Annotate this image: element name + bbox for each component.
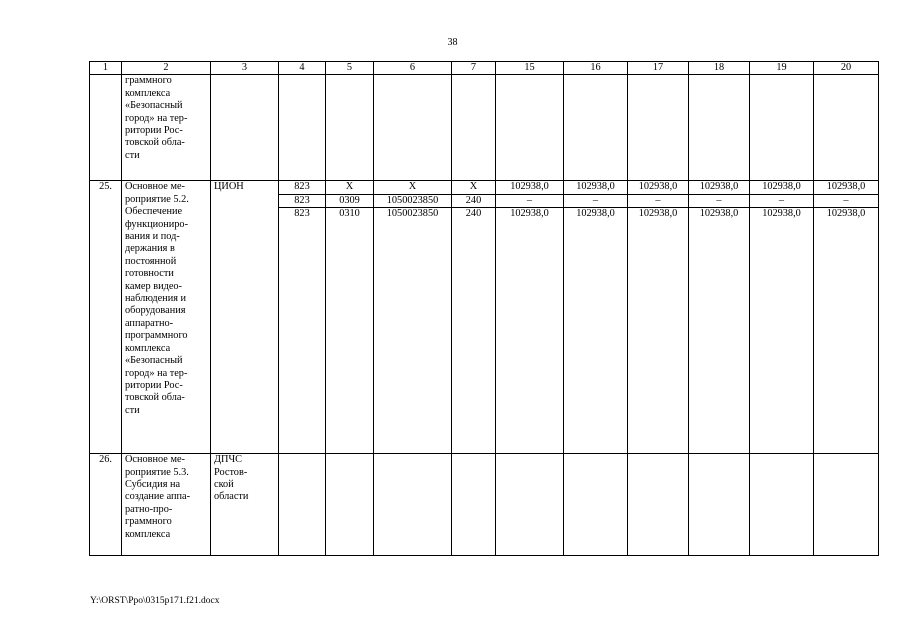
table-cell [452, 75, 496, 181]
rzpr-cell: 0309 [326, 194, 374, 207]
header-cell: 20 [814, 62, 879, 75]
header-cell: 4 [279, 62, 326, 75]
rzpr-cell: Х [326, 181, 374, 194]
header-cell: 18 [689, 62, 750, 75]
amount-cell: 102938,0 [750, 208, 814, 454]
amount-cell: 102938,0 [689, 208, 750, 454]
table-cell [689, 75, 750, 181]
amount-cell: – [564, 194, 628, 207]
table-row [90, 181, 879, 194]
row-number-cell: 26. [90, 454, 122, 556]
table-cell [374, 454, 452, 556]
amount-cell: 102938,0 [564, 181, 628, 194]
amount-cell: 102938,0 [496, 181, 564, 194]
amount-cell: 102938,0 [814, 208, 879, 454]
amount-cell: – [689, 194, 750, 207]
table-cell [452, 454, 496, 556]
header-cell: 17 [628, 62, 689, 75]
grbs-cell: 823 [279, 181, 326, 194]
header-cell: 7 [452, 62, 496, 75]
grbs-cell: 823 [279, 208, 326, 454]
header-cell: 16 [564, 62, 628, 75]
table-cell [326, 454, 374, 556]
table-cell [814, 75, 879, 181]
row-number-cell: 25. [90, 181, 122, 454]
table-cell [689, 454, 750, 556]
continuation-row [90, 75, 879, 181]
table-cell [279, 454, 326, 556]
table-cell [279, 75, 326, 181]
header-cell: 2 [122, 62, 211, 75]
amount-cell: – [628, 194, 689, 207]
table-cell [374, 75, 452, 181]
amount-cell: – [496, 194, 564, 207]
header-row [90, 62, 879, 75]
table-cell [750, 454, 814, 556]
amount-cell: 102938,0 [496, 208, 564, 454]
table-cell [628, 75, 689, 181]
amount-cell: 102938,0 [628, 181, 689, 194]
table-cell [564, 454, 628, 556]
table-row [90, 454, 879, 556]
header-cell: 1 [90, 62, 122, 75]
table-cell [750, 75, 814, 181]
file-path-footer: Y:\ORST\Ppo\0315p171.f21.docx [90, 596, 220, 606]
vr-cell: Х [452, 181, 496, 194]
page-number: 38 [447, 37, 458, 48]
measure-name-cell: граммного комплекса «Безопасный город» на тер- ритории Рос- товской обла- сти [122, 75, 211, 181]
header-cell: 6 [374, 62, 452, 75]
rzpr-cell: 0310 [326, 208, 374, 454]
table-cell [814, 454, 879, 556]
amount-cell: 102938,0 [750, 181, 814, 194]
csr-cell: 1050023850 [374, 208, 452, 454]
executor-cell: ДПЧС Ростов- ской области [211, 454, 279, 556]
header-cell: 15 [496, 62, 564, 75]
measure-name-cell: Основное ме- роприятие 5.3. Субсидия на создание аппа- ратно-про- граммного комплекса [122, 454, 211, 556]
amount-cell: 102938,0 [814, 181, 879, 194]
row-number-cell [90, 75, 122, 181]
vr-cell: 240 [452, 194, 496, 207]
table-cell [326, 75, 374, 181]
amount-cell: 102938,0 [689, 181, 750, 194]
csr-cell: Х [374, 181, 452, 194]
csr-cell: 1050023850 [374, 194, 452, 207]
amount-cell: – [814, 194, 879, 207]
header-cell: 19 [750, 62, 814, 75]
amount-cell: 102938,0 [564, 208, 628, 454]
amount-cell: 102938,0 [628, 208, 689, 454]
budget-table [89, 61, 879, 556]
grbs-cell: 823 [279, 194, 326, 207]
amount-cell: – [750, 194, 814, 207]
table-cell [628, 454, 689, 556]
executor-cell: ЦИОН [211, 181, 279, 454]
table-cell [564, 75, 628, 181]
vr-cell: 240 [452, 208, 496, 454]
header-cell: 3 [211, 62, 279, 75]
header-cell: 5 [326, 62, 374, 75]
executor-cell [211, 75, 279, 181]
table-cell [496, 75, 564, 181]
measure-name-cell: Основное ме- роприятие 5.2. Обеспечение функциониро- вания и под- держания в постоянной готовности камер видео- наблюдения и оборудования аппаратно- программного комплекса «Безопасный город» на тер- ритории Рос- товской обла- сти [122, 181, 211, 454]
table-cell [496, 454, 564, 556]
